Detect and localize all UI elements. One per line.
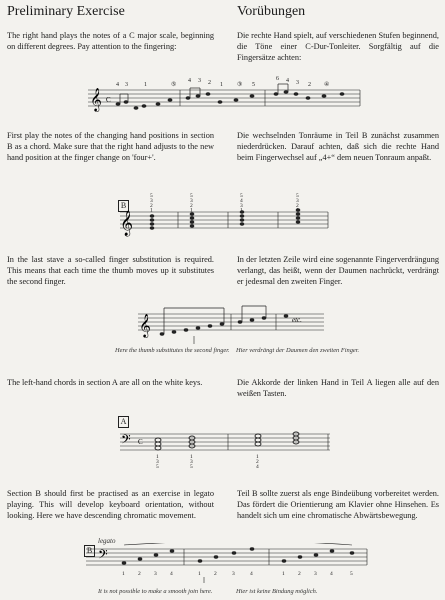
- svg-text:2: 2: [308, 82, 311, 88]
- paragraph-de-2: Die wechselnden Tonräume in Teil B zunächst zusammen niederdrücken. Darauf achten, daß sich die rechte Hand beim Fingerwechsel auf „4+“ dem neuen Tonraum anpaßt.: [237, 131, 439, 162]
- heading-de: Vorübungen: [237, 4, 306, 19]
- svg-text:3: 3: [154, 571, 157, 577]
- treble-clef-icon: 𝄞: [120, 210, 134, 235]
- svg-text:4: 4: [330, 571, 333, 577]
- svg-text:1: 1: [256, 454, 259, 460]
- svg-text:2: 2: [190, 203, 193, 209]
- svg-text:2: 2: [138, 571, 141, 577]
- music-example-4: [118, 428, 333, 472]
- svg-text:3: 3: [240, 203, 243, 209]
- svg-text:5: 5: [190, 193, 193, 199]
- svg-text:3: 3: [125, 82, 128, 88]
- svg-text:6: 6: [276, 76, 279, 82]
- svg-text:2: 2: [150, 203, 153, 209]
- paragraph-de-1: Die rechte Hand spielt, auf verschiedenen Stufen beginnend, die Töne einer C-Dur-Tonleiter. Sorgfältig auf die Fingersätze achten:: [237, 31, 439, 62]
- svg-text:5: 5: [150, 193, 153, 199]
- bass-clef-icon: 𝄢: [98, 549, 108, 565]
- svg-text:1: 1: [282, 571, 285, 577]
- paragraph-de-4: Die Akkorde der linken Hand in Teil A liegen alle auf den weißen Tasten.: [237, 378, 439, 398]
- svg-text:3: 3: [190, 459, 193, 465]
- svg-text:1: 1: [144, 82, 147, 88]
- svg-text:5: 5: [240, 193, 243, 199]
- svg-text:2: 2: [296, 203, 299, 209]
- legato-label: legato: [98, 537, 116, 545]
- svg-text:5: 5: [252, 82, 255, 88]
- section-label-b2: B: [84, 545, 95, 557]
- svg-text:4: 4: [188, 78, 191, 84]
- svg-text:C: C: [138, 438, 143, 446]
- paragraph-en-2: First play the notes of the changing hand positions in section B as a chord. Make sure that the right hand adjusts to the new hand position at the finger change on 'four+'.: [7, 131, 214, 162]
- svg-text:3: 3: [296, 198, 299, 204]
- svg-text:3: 3: [232, 571, 235, 577]
- svg-text:1: 1: [198, 571, 201, 577]
- svg-text:2: 2: [298, 571, 301, 577]
- svg-text:③: ③: [237, 82, 243, 88]
- svg-text:3: 3: [198, 78, 201, 84]
- music-example-1: [80, 74, 365, 126]
- music-example-3: [136, 300, 326, 344]
- music-example-5: [84, 543, 369, 583]
- svg-text:1: 1: [122, 571, 125, 577]
- svg-text:4: 4: [240, 198, 243, 204]
- svg-text:1: 1: [156, 454, 159, 460]
- heading-en: Preliminary Exercise: [7, 4, 125, 19]
- treble-clef-icon: 𝄞: [90, 89, 102, 111]
- svg-text:2: 2: [214, 571, 217, 577]
- svg-text:2: 2: [208, 80, 211, 86]
- caption-join-en: It is not possible to make a smooth join here.: [98, 588, 213, 595]
- paragraph-en-4: The left-hand chords in section A are all on the white keys.: [7, 378, 203, 387]
- svg-text:3: 3: [156, 459, 159, 465]
- svg-text:4: 4: [116, 82, 119, 88]
- svg-text:3: 3: [314, 571, 317, 577]
- svg-text:5: 5: [296, 193, 299, 199]
- svg-text:5: 5: [190, 464, 193, 470]
- svg-text:5: 5: [156, 464, 159, 470]
- svg-text:4: 4: [256, 464, 259, 470]
- svg-text:4: 4: [170, 571, 173, 577]
- paragraph-en-1: The right hand plays the notes of a C major scale, beginning on different degrees. Pay attention to the fingering:: [7, 31, 214, 51]
- section-label-b: B: [118, 200, 129, 212]
- caption-thumb-de: Hier verdrängt der Daumen den zweiten Finger.: [236, 347, 360, 354]
- svg-text:C: C: [106, 96, 111, 104]
- paragraph-de-5: Teil B sollte zuerst als enge Bindeübung vorbereitet werden. Das fördert die Orientierung am Klavier ohne Hinsehen. Es handelt sich um eine chromatische Abwärtsbewegung.: [237, 489, 439, 520]
- paragraph-en-3: In the last stave a so-called finger substitution is required. This means that each time the thumb moves up it substitutes the second finger.: [7, 255, 214, 286]
- etc-label: etc.: [292, 316, 302, 324]
- svg-text:1: 1: [296, 207, 299, 214]
- music-example-2: [118, 192, 333, 240]
- paragraph-en-5: Section B should first be practised as an exercise in legato playing. This will develop keyboard orientation, without looking. Here we have descending chromatic movement.: [7, 489, 214, 520]
- svg-text:3: 3: [190, 198, 193, 204]
- svg-text:1: 1: [240, 207, 243, 214]
- svg-text:2: 2: [256, 459, 259, 465]
- svg-text:1: 1: [150, 207, 153, 214]
- svg-text:4: 4: [286, 78, 289, 84]
- svg-text:1: 1: [190, 207, 193, 214]
- treble-clef-icon: 𝄞: [139, 315, 151, 337]
- svg-text:5: 5: [350, 571, 353, 577]
- paragraph-de-3: In der letzten Zeile wird eine sogenannte Fingerverdrängung verlangt, das heißt, wenn der Daumen nachrückt, verdrängt er jedesmal den zweiten Finger.: [237, 255, 439, 286]
- svg-text:1: 1: [190, 454, 193, 460]
- svg-text:3: 3: [296, 80, 299, 86]
- svg-text:④: ④: [324, 82, 330, 88]
- bass-clef-icon: 𝄢: [121, 434, 131, 450]
- svg-text:⑤: ⑤: [171, 82, 177, 88]
- section-label-a: A: [118, 416, 129, 428]
- caption-join-de: Hier ist keine Bindung möglich.: [236, 588, 318, 595]
- svg-text:3: 3: [150, 198, 153, 204]
- svg-text:1: 1: [220, 82, 223, 88]
- svg-text:4: 4: [250, 571, 253, 577]
- caption-thumb-en: Here the thumb substitutes the second finger.: [115, 347, 230, 354]
